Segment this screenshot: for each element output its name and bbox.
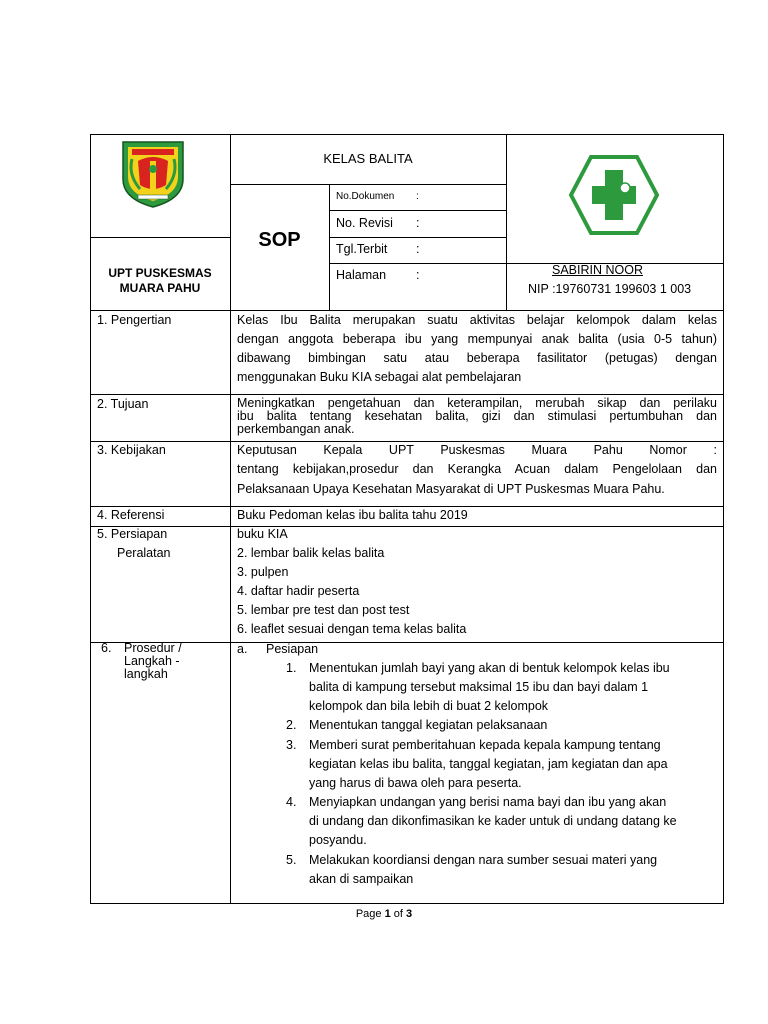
page-footer (0, 908, 768, 920)
step-2-num: 2. (286, 718, 297, 732)
document-title: KELAS BALITA (323, 151, 413, 166)
step-3-line-1: Memberi surat pemberitahuan kepada kepala kampung tentang (309, 738, 661, 752)
field-no-dokumen-colon: : (416, 191, 419, 202)
footer-page-total: 3 (406, 908, 413, 920)
step-4-num: 4. (286, 795, 297, 809)
peralatan-item-2: 2. lembar balik kelas balita (237, 546, 385, 560)
tujuan-line-1: Meningkatkan pengetahuan dan keterampilan, merubah sikap dan perilaku (237, 396, 717, 410)
tujuan-line-2: ibu balita tentang kesehatan balita, gizi dan stimulasi pertumbuhan dan (237, 409, 717, 423)
referensi-text: Buku Pedoman kelas ibu balita tahu 2019 (237, 508, 468, 522)
field-no-revisi-colon: : (416, 216, 420, 230)
label-persiapan: 5. Persiapan (97, 527, 168, 541)
peralatan-item-1: buku KIA (237, 527, 288, 541)
step-5-line-2: akan di sampaikan (309, 872, 414, 886)
label-langkah-2: langkah (124, 667, 168, 681)
pengertian-line-1: Kelas Ibu Balita merupakan suatu aktivitas belajar kelompok dalam kelas (237, 313, 717, 327)
step-1-line-1: Menentukan jumlah bayi yang akan di bentuk kelompok kelas ibu (309, 661, 670, 675)
prosedur-sub-marker: a. (237, 642, 248, 656)
prosedur-sub-title: Pesiapan (266, 642, 319, 656)
regency-logo (118, 139, 188, 209)
step-3-num: 3. (286, 738, 297, 752)
label-peralatan: Peralatan (117, 546, 171, 560)
step-1-num: 1. (286, 661, 297, 675)
kebijakan-line-3: Pelaksanaan Upaya Kesehatan Masyarakat di UPT Puskesmas Muara Pahu. (237, 482, 665, 496)
step-1-line-2: balita di kampung tersebut maksimal 15 ibu dan bayi dalam 1 (309, 680, 649, 694)
field-tgl-terbit: Tgl.Terbit (336, 242, 388, 256)
step-5-line-1: Melakukan koordiansi dengan nara sumber sesuai materi yang (309, 853, 658, 867)
step-5-num: 5. (286, 853, 297, 867)
peralatan-item-6: 6. leaflet sesuai dengan tema kelas balita (237, 622, 467, 636)
kebijakan-line-1: Keputusan Kepala UPT Puskesmas Muara Pahu Nomor : (237, 443, 717, 457)
label-langkah: Langkah - (124, 654, 180, 668)
pengertian-line-2: dengan anggota beberapa ibu yang mempunyai anak balita (usia 0-5 tahun) (237, 332, 717, 346)
field-no-revisi: No. Revisi (336, 216, 393, 230)
footer-page-word: Page (355, 908, 382, 920)
org-name-line1: UPT PUSKESMAS (108, 266, 212, 280)
step-4-line-1: Menyiapkan undangan yang berisi nama bayi dan ibu yang akan (309, 795, 667, 809)
label-pengertian: 1. Pengertian (97, 313, 172, 327)
label-tujuan: 2. Tujuan (97, 397, 149, 411)
field-tgl-terbit-colon: : (416, 242, 420, 256)
sop-label: SOP (258, 229, 301, 251)
step-3-line-3: yang harus di bawa oleh para peserta. (309, 776, 522, 790)
peralatan-item-4: 4. daftar hadir peserta (237, 584, 360, 598)
step-4-line-2: di undang dan dikonfimasikan ke kader untuk di undang datang ke (309, 814, 677, 828)
field-halaman: Halaman (336, 268, 387, 282)
footer-page-number: 1 (384, 908, 391, 920)
step-2-line-1: Menentukan tanggal kegiatan pelaksanaan (309, 718, 548, 732)
org-name-line2: MUARA PAHU (119, 281, 201, 295)
tujuan-line-3: perkembangan anak. (237, 422, 355, 436)
label-kebijakan: 3. Kebijakan (97, 443, 166, 457)
signatory-nip: NIP :19760731 199603 1 003 (528, 282, 692, 296)
signatory-name: SABIRIN NOOR (552, 263, 643, 277)
step-3-line-2: kegiatan kelas ibu balita, tanggal kegiatan, jam kegiatan dan apa (309, 757, 668, 771)
label-referensi: 4. Referensi (97, 508, 165, 522)
label-prosedur: Prosedur / (124, 641, 182, 655)
label-prosedur-number: 6. (101, 641, 112, 655)
step-1-line-3: kelompok dan bila lebih di buat 2 kelompok (309, 699, 549, 713)
pengertian-line-3: dibawang bimbingan satu atau beberapa fasilitator (petugas) dengan (237, 351, 717, 365)
pengertian-line-4: menggunakan Buku KIA sebagai alat pembelajaran (237, 370, 522, 384)
peralatan-item-3: 3. pulpen (237, 565, 289, 579)
kebijakan-line-2: tentang kebijakan,prosedur dan Kerangka Acuan dalam Pengelolaan dan (237, 462, 717, 476)
puskesmas-logo (568, 154, 660, 236)
footer-of-word: of (393, 908, 403, 920)
field-halaman-colon: : (416, 268, 420, 282)
field-no-dokumen: No.Dokumen (336, 191, 395, 202)
peralatan-item-5: 5. lembar pre test dan post test (237, 603, 410, 617)
step-4-line-3: posyandu. (309, 833, 367, 847)
